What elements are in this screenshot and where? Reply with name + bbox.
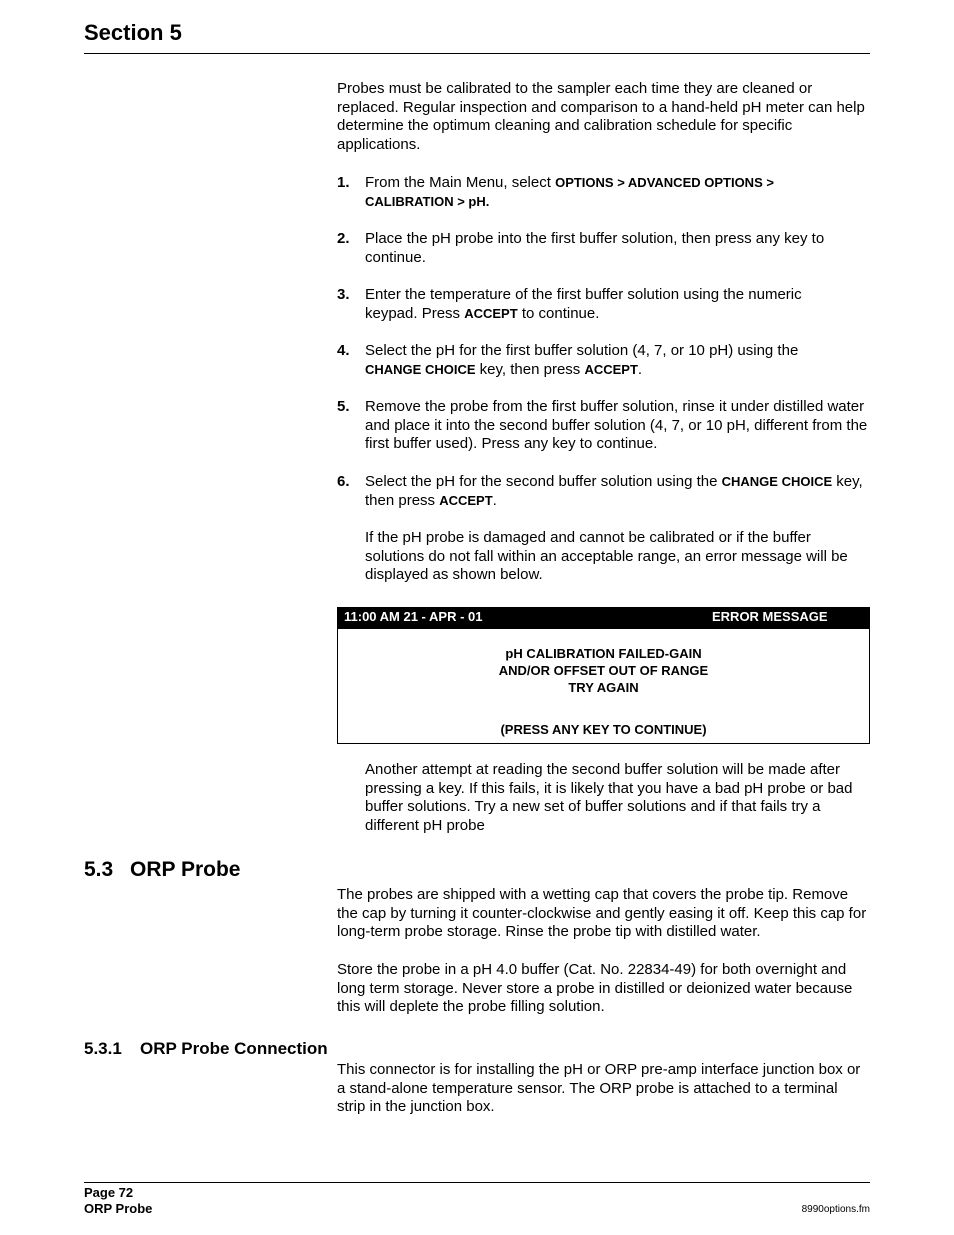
step-text: key, then press — [365, 473, 863, 509]
step-number: 6. — [337, 473, 350, 490]
step-2 — [337, 230, 870, 267]
footer-page-info — [84, 1185, 152, 1217]
error-line: TRY AGAIN — [568, 680, 639, 695]
step-4 — [337, 342, 870, 379]
heading-orp-probe-connection — [84, 1039, 328, 1059]
step-5 — [337, 398, 870, 454]
step-text: Select the pH for the first buffer solution (4, 7, or 10 pH) using the — [365, 342, 799, 359]
step-key: ACCEPT — [584, 361, 638, 377]
heading-number: 5.3.1 — [84, 1039, 122, 1058]
step-number: 5. — [337, 398, 350, 415]
heading-number: 5.3 — [84, 858, 114, 881]
step-text: From the Main Menu, select — [365, 174, 556, 191]
footer-rule — [84, 1182, 870, 1183]
step-key: ACCEPT — [439, 492, 493, 508]
step-number: 4. — [337, 342, 350, 359]
orp-paragraph-1: The probes are shipped with a wetting cap that covers the probe tip. Remove the cap by turning it counter-clockwise and gently easing it off. Keep this cap for long-term probe storage. Rinse the probe tip with distilled water. — [337, 886, 867, 941]
section-title: Section 5 — [84, 20, 182, 45]
header-rule — [84, 53, 870, 54]
step-text: Select the pH for the second buffer solution using the — [365, 473, 722, 490]
footer-topic: ORP Probe — [84, 1201, 153, 1216]
step-text: Remove the probe from the first buffer solution, rinse it under distilled water and place it into the second buffer solution (4, 7, or 10 pH, different from the first buffer used). Press any key to continue. — [365, 398, 868, 453]
step-6 — [337, 473, 870, 510]
heading-text: ORP Probe — [130, 858, 241, 881]
error-line: AND/OR OFFSET OUT OF RANGE — [498, 663, 709, 678]
step-1 — [337, 174, 870, 211]
step-text: . — [492, 491, 497, 509]
step-key: OPTIONS > ADVANCED OPTIONS > CALIBRATION > pH. — [365, 175, 774, 209]
footer-filename: 8990options.fm — [801, 1204, 870, 1215]
step-number: 1. — [337, 174, 350, 191]
step-key: CHANGE CHOICE — [721, 474, 833, 489]
step-text: Place the pH probe into the first buffer solution, then press any key to continue. — [365, 230, 825, 266]
step-3 — [337, 286, 870, 323]
footer-page-number: Page 72 — [84, 1185, 134, 1200]
step-text: Enter the temperature of the first buffer solution using the numeric keypad. Press — [365, 286, 802, 322]
intro-paragraph: Probes must be calibrated to the sampler each time they are cleaned or replaced. Regular inspection and comparison to a hand-held pH meter can help determine the optimum cleaning and calibration schedule for specific applications. — [337, 80, 865, 153]
error-screen-header — [338, 608, 869, 629]
heading-text: ORP Probe Connection — [140, 1039, 328, 1058]
after-error-paragraph: Another attempt at reading the second buffer solution will be made after pressing a key. If this fails, it is likely that you have a bad pH probe or bad buffer solutions. Try a new set of buffer solutions and if that fails try a different pH probe — [365, 761, 853, 834]
step-number: 2. — [337, 230, 350, 247]
error-continue-prompt: (PRESS ANY KEY TO CONTINUE) — [500, 722, 707, 737]
step-6-note: If the pH probe is damaged and cannot be calibrated or if the buffer solutions do not fall within an acceptable range, an error message will be displayed as shown below. — [365, 529, 848, 584]
heading-orp-probe — [84, 858, 240, 882]
step-key: ACCEPT — [464, 305, 518, 321]
step-text: to continue. — [517, 304, 600, 322]
step-number: 3. — [337, 286, 350, 303]
error-message-screen — [337, 607, 870, 744]
error-line: pH CALIBRATION FAILED-GAIN — [505, 646, 702, 661]
error-screen-datetime: 11:00 AM 21 - APR - 01 — [344, 609, 483, 624]
step-text: key, then press — [475, 360, 585, 378]
step-text: . — [637, 360, 643, 378]
step-key: CHANGE CHOICE — [365, 361, 476, 377]
orp-connection-paragraph: This connector is for installing the pH or ORP pre-amp interface junction box or a stand-alone temperature sensor. The ORP probe is attached to a terminal strip in the junction box. — [337, 1061, 861, 1116]
error-screen-label: ERROR MESSAGE — [712, 609, 828, 624]
orp-paragraph-2: Store the probe in a pH 4.0 buffer (Cat. No. 22834-49) for both overnight and long term storage. Never store a probe in distilled or deionized water because this will deplete the probe filling solution. — [337, 961, 853, 1016]
